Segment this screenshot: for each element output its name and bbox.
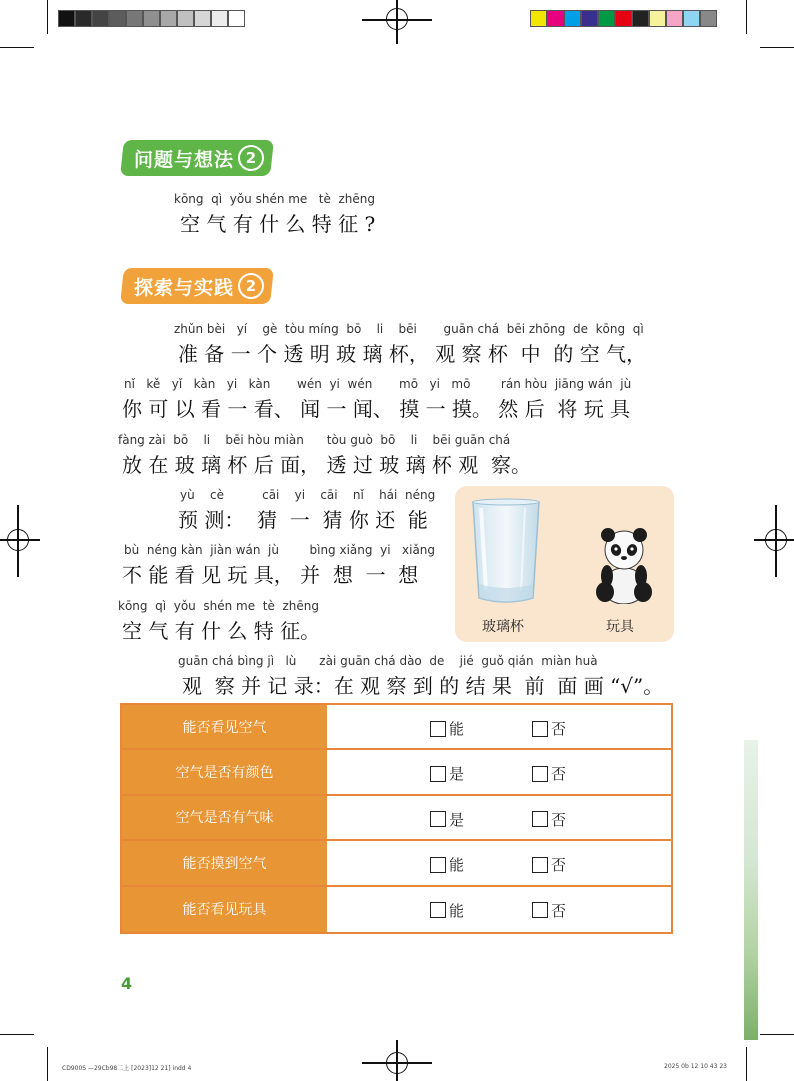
- row-options: [329, 796, 671, 839]
- row-label: 能否摸到空气: [122, 841, 329, 884]
- color-swatch: [683, 10, 700, 27]
- option-label: 是: [449, 810, 465, 829]
- option-1[interactable]: [430, 854, 464, 875]
- row-options: [329, 887, 671, 932]
- hanzi: 准 备 一 个 透 明 玻 璃 杯， 观 察 杯 中 的 空 气，: [178, 342, 647, 366]
- option-label: 否: [551, 720, 567, 738]
- color-swatch: [530, 10, 547, 27]
- table-row: [122, 750, 671, 795]
- row-options: [329, 705, 671, 748]
- crop-mark: [0, 1034, 34, 1035]
- option-label: 否: [551, 765, 567, 784]
- table-row: [122, 796, 671, 841]
- color-swatch: [666, 10, 683, 27]
- color-swatch: [211, 10, 228, 27]
- side-illustration-strip: [744, 740, 758, 1040]
- pinyin: fàng zài bō li bēi hòu miàn tòu guò bō li bēi guān chá: [118, 433, 511, 447]
- text-line-2: [122, 377, 631, 422]
- option-2[interactable]: [532, 718, 566, 739]
- pinyin: kōng qì yǒu shén me tè zhēng: [174, 192, 375, 206]
- color-swatch: [615, 10, 632, 27]
- page-number: 4: [121, 974, 133, 993]
- checkbox[interactable]: [430, 857, 446, 873]
- crop-mark: [47, 1047, 48, 1081]
- pinyin: nǐ kě yǐ kàn yi kàn wén yi wén mō yi mō rán hòu jiāng wán jù: [124, 377, 632, 391]
- banner-title: 问题与想法: [134, 148, 235, 171]
- panda-toy-illustration: [595, 526, 653, 604]
- checkbox[interactable]: [532, 766, 548, 782]
- explore-banner: [122, 268, 272, 304]
- toy-caption: 玩具: [606, 619, 634, 635]
- color-swatch: [92, 10, 109, 27]
- question-banner: [122, 140, 272, 176]
- hanzi: 空 气 有 什 么 特 征。: [122, 619, 321, 643]
- pinyin: bù néng kàn jiàn wán jù bìng xiǎng yi xiǎng: [124, 543, 436, 557]
- table-row: [122, 705, 671, 750]
- hanzi: 你 可 以 看 一 看、 闻 一 闻、 摸 一 摸。 然 后 将 玩 具: [122, 397, 631, 421]
- option-label: 能: [449, 720, 465, 738]
- color-swatch: [700, 10, 717, 27]
- option-label: 否: [551, 901, 567, 920]
- row-label: 能否看见空气: [122, 705, 329, 748]
- checkbox[interactable]: [532, 902, 548, 918]
- banner-title: 探索与实践: [134, 276, 235, 299]
- option-label: 能: [449, 856, 465, 875]
- hanzi: 空 气 有 什 么 特 征 ?: [180, 212, 376, 236]
- color-swatch: [194, 10, 211, 27]
- checkbox[interactable]: [430, 766, 446, 782]
- checkbox[interactable]: [430, 902, 446, 918]
- pinyin: yù cè cāi yi cāi nǐ hái néng: [180, 488, 436, 502]
- row-label: 空气是否有颜色: [122, 750, 329, 793]
- option-2[interactable]: [532, 763, 566, 784]
- color-swatch: [126, 10, 143, 27]
- hanzi: 观 察 并 记 录：在 观 察 到 的 结 果 前 面 画 “√”。: [182, 674, 664, 698]
- color-swatch: [632, 10, 649, 27]
- option-1[interactable]: [430, 763, 464, 784]
- crop-mark: [0, 47, 34, 48]
- crop-mark: [760, 1034, 794, 1035]
- checkbox[interactable]: [532, 721, 548, 737]
- checkbox[interactable]: [532, 811, 548, 827]
- row-label: 能否看见玩具: [122, 887, 329, 932]
- color-swatch: [75, 10, 92, 27]
- glass-cup-illustration: [469, 498, 543, 606]
- text-line-5: [122, 543, 435, 588]
- color-swatch: [581, 10, 598, 27]
- banner-number: 2: [238, 145, 264, 171]
- text-line-6: [118, 599, 321, 644]
- hanzi: 放 在 玻 璃 杯 后 面， 透 过 玻 璃 杯 观 察。: [122, 453, 532, 477]
- color-swatch: [564, 10, 581, 27]
- option-2[interactable]: [532, 809, 566, 830]
- crop-mark: [746, 1047, 747, 1081]
- checkbox[interactable]: [430, 721, 446, 737]
- cup-caption: 玻璃杯: [482, 619, 524, 635]
- color-swatch: [160, 10, 177, 27]
- option-1[interactable]: [430, 809, 464, 830]
- banner-number: 2: [238, 273, 264, 299]
- color-swatch: [177, 10, 194, 27]
- color-swatch-bar: [530, 10, 717, 27]
- row-options: [329, 841, 671, 884]
- checkbox[interactable]: [532, 857, 548, 873]
- crop-mark: [760, 47, 794, 48]
- text-line-1: [174, 322, 647, 367]
- color-swatch: [58, 10, 75, 27]
- option-2[interactable]: [532, 854, 566, 875]
- option-label: 否: [551, 810, 567, 829]
- pinyin: guān chá bìng jì lù zài guān chá dào de jié guǒ qián miàn huà: [178, 654, 598, 668]
- crop-mark: [47, 0, 48, 34]
- gray-swatch-bar: [58, 10, 245, 27]
- option-label: 是: [449, 765, 465, 784]
- checkbox[interactable]: [430, 811, 446, 827]
- hanzi: 不 能 看 见 玩 具， 并 想 一 想: [122, 563, 419, 587]
- pinyin: kōng qì yǒu shén me tè zhēng: [118, 599, 319, 613]
- table-row: [122, 841, 671, 886]
- print-footer-right: 2025 0b 12 10 43 23: [664, 1063, 727, 1070]
- text-line-4: [178, 488, 435, 533]
- question-line: [174, 192, 376, 237]
- table-row: [122, 887, 671, 932]
- illustration-box: [455, 486, 674, 642]
- observation-table: [120, 703, 673, 934]
- print-footer-left: CD900S —29Cb98二上 [2023]12 21] indd 4: [62, 1065, 192, 1072]
- color-swatch: [228, 10, 245, 27]
- pinyin: zhǔn bèi yí gè tòu míng bō li bēi guān chá bēi zhōng de kōng qì: [174, 322, 644, 336]
- color-swatch: [547, 10, 564, 27]
- color-swatch: [143, 10, 160, 27]
- option-label: 否: [551, 856, 567, 875]
- option-2[interactable]: [532, 900, 566, 921]
- text-line-3: [118, 433, 532, 478]
- option-1[interactable]: [430, 900, 464, 921]
- color-swatch: [598, 10, 615, 27]
- crop-mark: [746, 0, 747, 34]
- row-label: 空气是否有气味: [122, 796, 329, 839]
- option-label: 能: [449, 901, 465, 920]
- hanzi: 预 测： 猜 一 猜 你 还 能: [178, 508, 428, 532]
- color-swatch: [109, 10, 126, 27]
- color-swatch: [649, 10, 666, 27]
- text-line-7: [178, 654, 664, 699]
- option-1[interactable]: [430, 718, 464, 739]
- row-options: [329, 750, 671, 793]
